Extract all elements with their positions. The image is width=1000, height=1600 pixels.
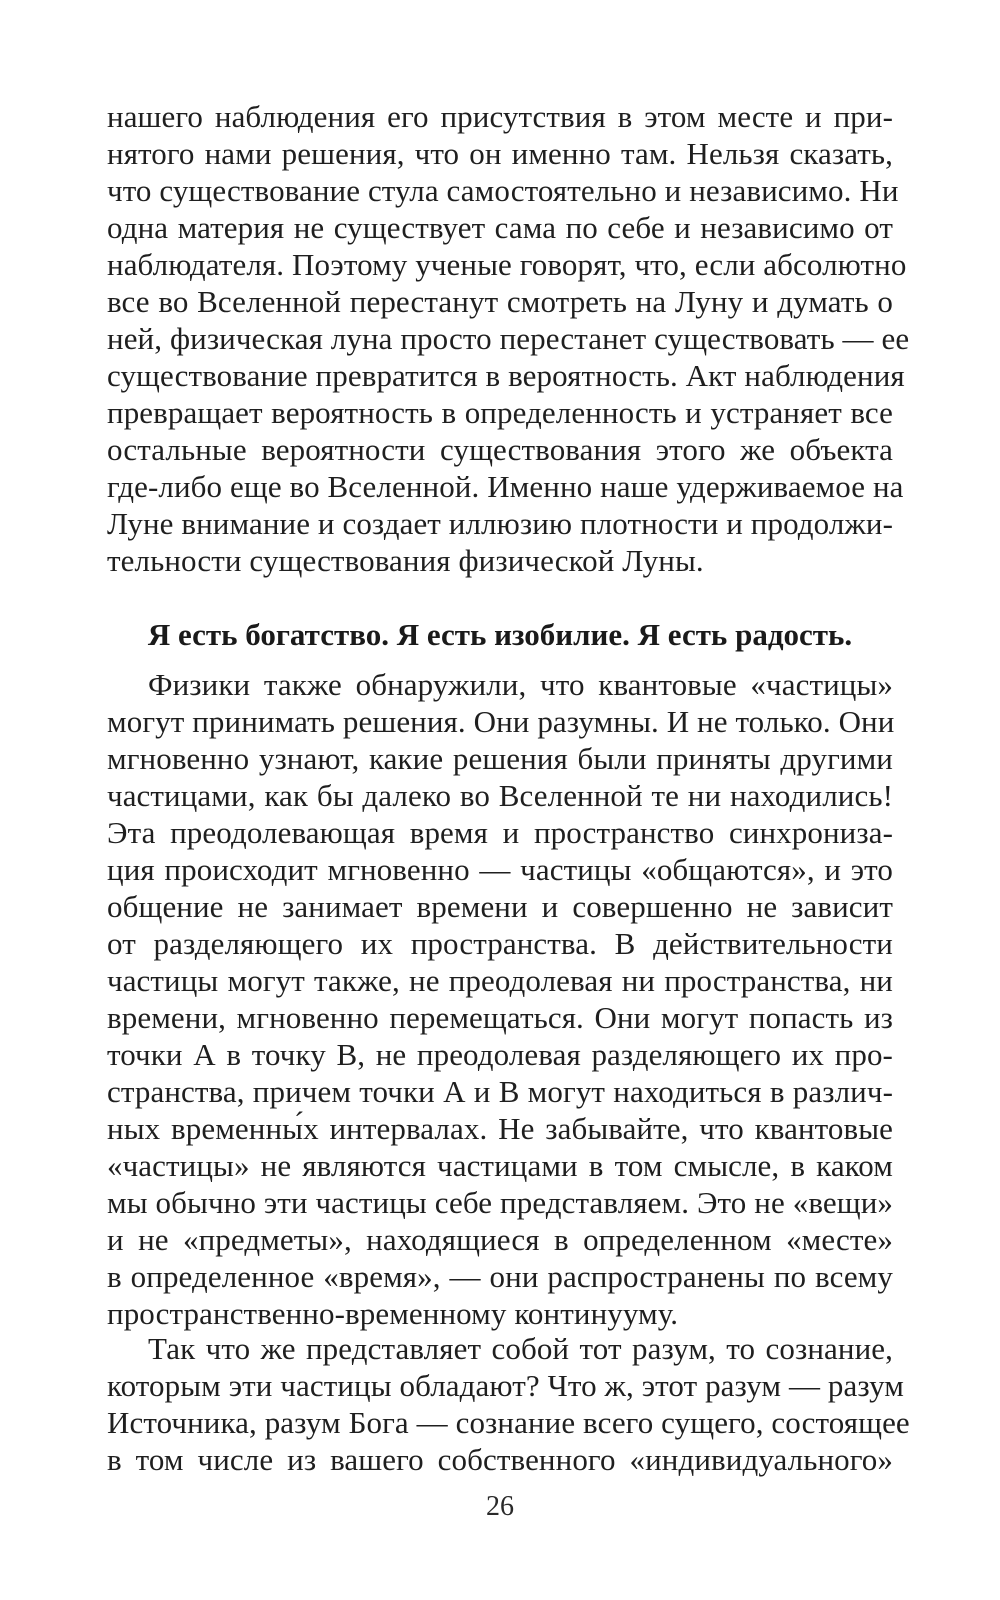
text-line: времени, мгновенно перемещаться. Они могут попасть из bbox=[107, 1000, 893, 1035]
text-line: Так что же представляет собой тот разум, то сознание, bbox=[148, 1331, 893, 1366]
text-line: мгновенно узнают, какие решения были приняты другими bbox=[107, 741, 893, 776]
text-line: остальные вероятности существования этого же объекта bbox=[107, 432, 893, 467]
text-line: пространственно-временному континууму. bbox=[107, 1296, 679, 1331]
text-line: нятого нами решения, что он именно там. Нельзя сказать, bbox=[107, 136, 893, 171]
text-line: в том числе из вашего собственного «индивидуального» bbox=[107, 1442, 893, 1477]
paragraph-3 bbox=[107, 1330, 910, 1478]
text-line: «частицы» не являются частицами в том смысле, в каком bbox=[107, 1148, 893, 1183]
text-line: одна материя не существует сама по себе и независимо от bbox=[107, 210, 893, 245]
text-line: Физики также обнаружили, что квантовые «частицы» bbox=[148, 667, 893, 702]
paragraph-1 bbox=[107, 98, 910, 579]
text-line: тельности существования физической Луны. bbox=[107, 543, 704, 578]
text-line: Источника, разум Бога — сознание всего сущего, состоящее bbox=[107, 1405, 910, 1440]
text-line: Эта преодолевающая время и пространство синхрониза- bbox=[107, 815, 893, 850]
text-line: странства, причем точки А и В могут находиться в различ- bbox=[107, 1074, 893, 1109]
text-line: которым эти частицы обладают? Что ж, этот разум — разум bbox=[107, 1368, 904, 1403]
text-line: от разделяющего их пространства. В действительности bbox=[107, 926, 893, 961]
affirmation-heading: Я есть богатство. Я есть изобилие. Я есть радость. bbox=[147, 617, 853, 652]
text-line: мы обычно эти частицы себе представляем. Это не «вещи» bbox=[107, 1185, 893, 1220]
text-line: ных временны́х интервалах. Не забывайте, что квантовые bbox=[107, 1111, 893, 1146]
text-line: могут принимать решения. Они разумны. И не только. Они bbox=[107, 704, 895, 739]
text-line: общение не занимает времени и совершенно не зависит bbox=[107, 889, 893, 924]
paragraph-2 bbox=[107, 666, 893, 1332]
text-line: где-либо еще во Вселенной. Именно наше удерживаемое на bbox=[107, 469, 904, 504]
text-line: наблюдателя. Поэтому ученые говорят, что, если абсолютно bbox=[107, 247, 907, 282]
text-line: все во Вселенной перестанут смотреть на Луну и думать о bbox=[107, 284, 893, 319]
text-line: точки А в точку В, не преодолевая разделяющего их про- bbox=[107, 1037, 893, 1072]
text-line: существование превратится в вероятность. Акт наблюдения bbox=[107, 358, 905, 393]
text-line: частицы могут также, не преодолевая ни пространства, ни bbox=[107, 963, 893, 998]
text-line: и не «предметы», находящиеся в определенном «месте» bbox=[107, 1222, 893, 1257]
text-line: Луне внимание и создает иллюзию плотности и продолжи- bbox=[107, 506, 894, 541]
page-number: 26 bbox=[486, 1491, 514, 1522]
text-line: что существование стула самостоятельно и независимо. Ни bbox=[107, 173, 899, 208]
text-line: нашего наблюдения его присутствия в этом месте и при- bbox=[107, 99, 893, 134]
text-line: в определенное «время», — они распространены по всему bbox=[107, 1259, 893, 1294]
text-line: превращает вероятность в определенность и устраняет все bbox=[107, 395, 893, 430]
text-line: ней, физическая луна просто перестанет существовать — ее bbox=[107, 321, 910, 356]
text-line: частицами, как бы далеко во Вселенной те ни находились! bbox=[107, 778, 893, 813]
text-line: ция происходит мгновенно — частицы «общаются», и это bbox=[107, 852, 893, 887]
